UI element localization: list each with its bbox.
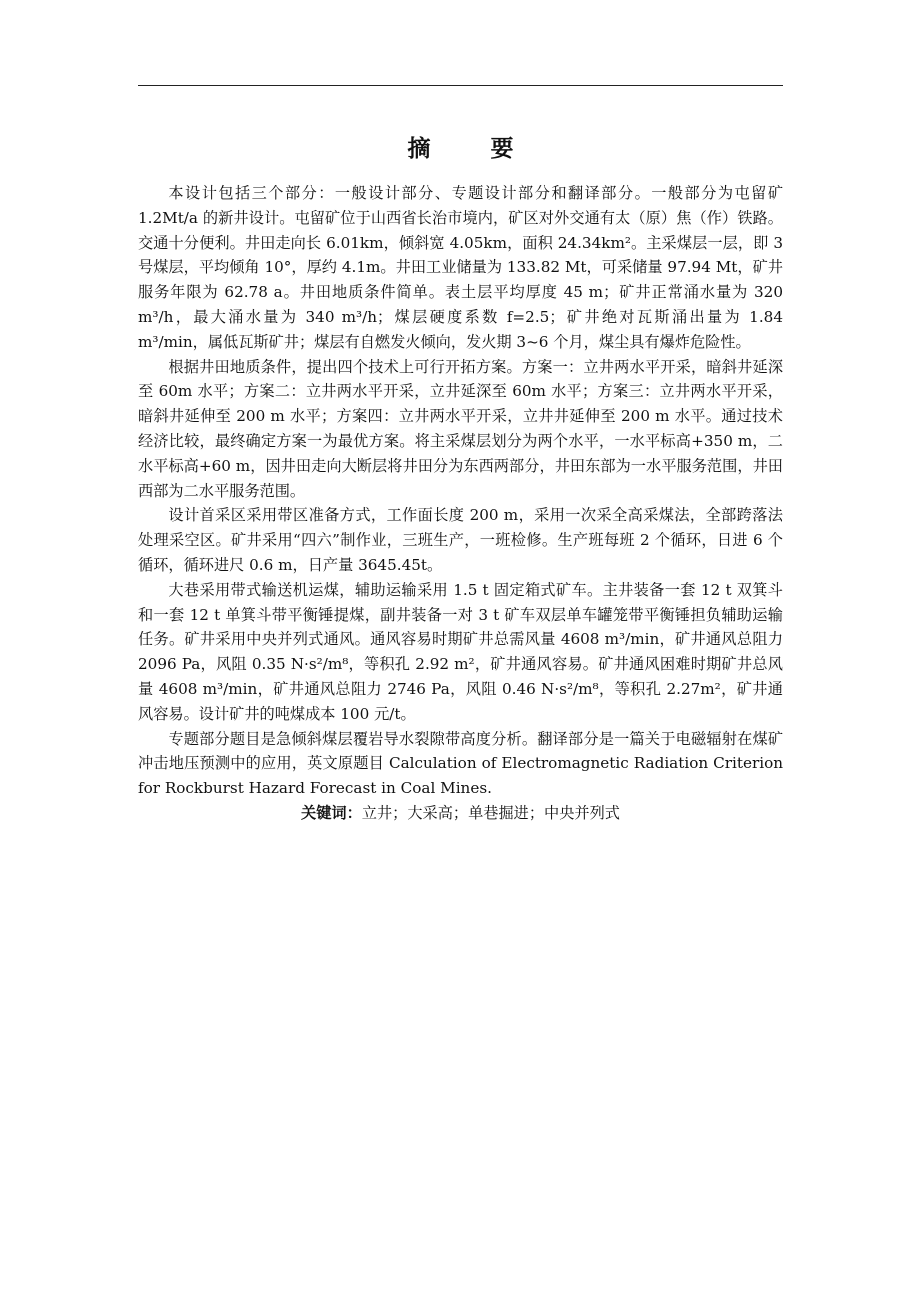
abstract-paragraph-2: 根据井田地质条件，提出四个技术上可行开拓方案。方案一：立井两水平开采，暗斜井延深至 60m 水平；方案二：立井两水平开采，立井延深至 60m 水平；方案三：立井两水平开采，暗斜井延伸至 200 m 水平；方案四：立井两水平开采，立井井延伸至 200 m 水平。通过技术经济比较，最终确定方案一为最优方案。将主采煤层划分为两个水平，一水平标高+350 m，二水平标高+60 m，因井田走向大断层将井田分为东西两部分，井田东部为一水平服务范围，井田西部为二水平服务范围。 [138,357,783,500]
keywords-line [138,801,783,826]
abstract-paragraph-4: 大巷采用带式输送机运煤，辅助运输采用 1.5 t 固定箱式矿车。主井装备一套 12 t 双箕斗和一套 12 t 单箕斗带平衡锤提煤，副井装备一对 3 t 矿车双层单车罐笼带平衡锤担负辅助运输任务。矿井采用中央并列式通风。通风容易时期矿井总需风量 4608 m³/min，矿井通风总阻力 2096 Pa，风阻 0.35 N·s²/m⁸，等积孔 2.92 m²，矿井通风容易。矿井通风困难时期矿井总风量 4608 m³/min，矿井通风总阻力 2746 Pa，风阻 0.46 N·s²/m⁸，等积孔 2.27m²，矿井通风容易。设计矿井的吨煤成本 100 元/t。 [138,580,783,723]
abstract-body [138,181,783,826]
header-rule [138,85,783,86]
abstract-paragraph-5: 专题部分题目是急倾斜煤层覆岩导水裂隙带高度分析。翻译部分是一篇关于电磁辐射在煤矿冲击地压预测中的应用，英文原题目 Calculation of Electromagnetic Radiation Criterion for Rockburst Hazard Forecast in Coal Mines. [138,729,783,798]
keywords-text: 立井；大采高；单巷掘进；中央并列式 [361,803,620,822]
keywords-label: 关键词： [301,803,362,822]
abstract-paragraph-3: 设计首采区采用带区准备方式，工作面长度 200 m，采用一次采全高采煤法，全部跨落法处理采空区。矿井采用“四六”制作业，三班生产，一班检修。生产班每班 2 个循环，日进 6 个循环，循环进尺 0.6 m，日产量 3645.45t。 [138,506,783,574]
abstract-paragraph-1: 本设计包括三个部分：一般设计部分、专题设计部分和翻译部分。一般部分为屯留矿 1.2Mt/a 的新井设计。屯留矿位于山西省长治市境内，矿区对外交通有太（原）焦（作）铁路。交通十分便利。井田走向长 6.01km，倾斜宽 4.05km，面积 24.34km²。主采煤层一层，即 3 号煤层，平均倾角 10°，厚约 4.1m。井田工业储量为 133.82 Mt，可采储量 97.94 Mt，矿井服务年限为 62.78 a。井田地质条件简单。表土层平均厚度 45 m；矿井正常涌水量为 320 m³/h，最大涌水量为 340 m³/h；煤层硬度系数 f=2.5；矿井绝对瓦斯涌出量为 1.84 m³/min，属低瓦斯矿井；煤层有自燃发火倾向，发火期 3~6 个月，煤尘具有爆炸危险性。 [138,184,783,351]
page-title: 摘 要 [407,136,540,162]
